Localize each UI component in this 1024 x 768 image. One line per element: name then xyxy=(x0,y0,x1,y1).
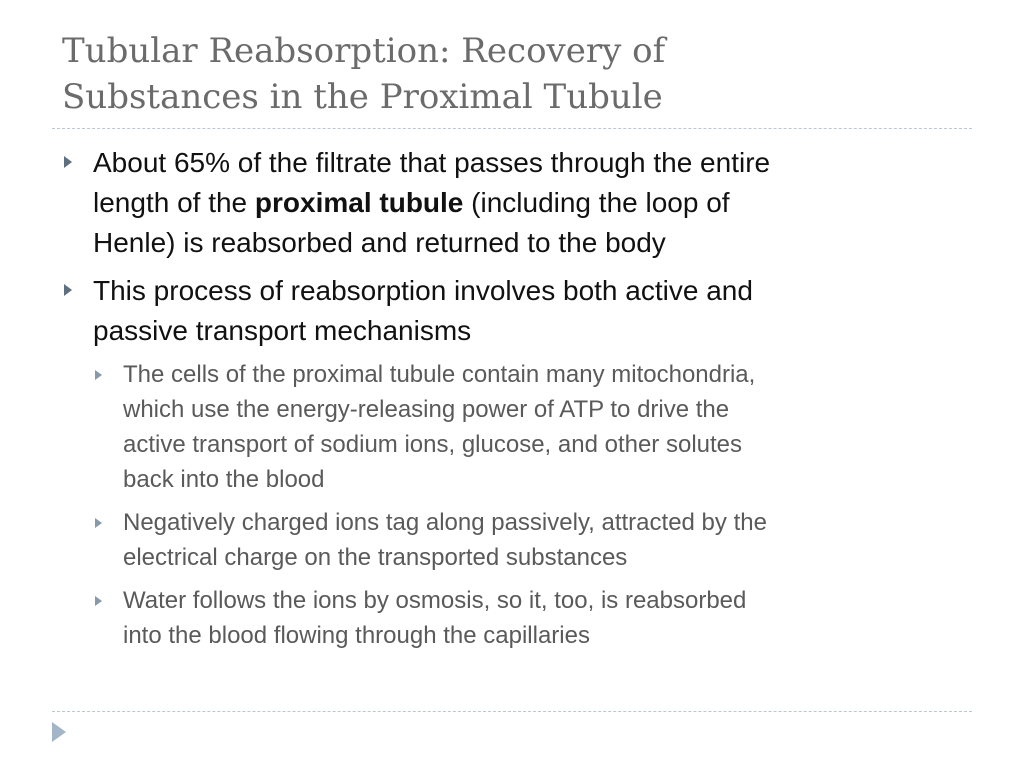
bullet-text: length of the xyxy=(93,187,248,218)
slide-title xyxy=(62,28,962,120)
sub-bullet-line: The cells of the proximal tubule contain many mitochondria, xyxy=(123,361,756,388)
sub-bullet-line: active transport of sodium ions, glucose, and other solutes xyxy=(123,431,743,458)
sub-bullet-line: electrical charge on the transported substances xyxy=(123,544,628,571)
title-line: Tubular Reabsorption: Recovery of xyxy=(62,31,666,71)
sub-bullet-line: which use the energy-releasing power of ATP to drive the xyxy=(123,396,730,423)
slide-body xyxy=(62,143,962,661)
sub-bullet-item xyxy=(62,505,962,575)
sub-bullet-line: back into the blood xyxy=(123,466,325,493)
bullet-line: Henle) is reabsorbed and returned to the body xyxy=(93,227,666,258)
sub-bullet-item xyxy=(62,583,962,653)
sub-bullet-line: Water follows the ions by osmosis, so it, too, is reabsorbed xyxy=(123,587,747,614)
bullet-line: This process of reabsorption involves both active and xyxy=(93,275,753,306)
bullet-text: (including the loop of xyxy=(471,187,730,218)
sub-bullet-line: into the blood flowing through the capillaries xyxy=(123,622,590,649)
title-line: Substances in the Proximal Tubule xyxy=(62,77,663,117)
triangle-bullet-icon xyxy=(95,596,102,606)
sub-bullet-list xyxy=(62,357,962,653)
triangle-bullet-icon xyxy=(64,284,72,296)
triangle-bullet-icon xyxy=(95,518,102,528)
bullet-bold-term: proximal tubule xyxy=(254,187,464,218)
bullet-line xyxy=(93,183,962,223)
sub-bullet-line: Negatively charged ions tag along passively, attracted by the xyxy=(123,509,767,536)
triangle-bullet-icon xyxy=(95,370,102,380)
bullet-item xyxy=(62,271,962,351)
footer-divider xyxy=(52,711,972,712)
bullet-line: About 65% of the filtrate that passes through the entire xyxy=(93,147,771,178)
title-divider xyxy=(52,128,972,129)
bullet-line: passive transport mechanisms xyxy=(93,315,472,346)
next-slide-arrow-icon[interactable] xyxy=(52,722,66,742)
triangle-bullet-icon xyxy=(64,156,72,168)
sub-bullet-item xyxy=(62,357,962,497)
bullet-item xyxy=(62,143,962,263)
